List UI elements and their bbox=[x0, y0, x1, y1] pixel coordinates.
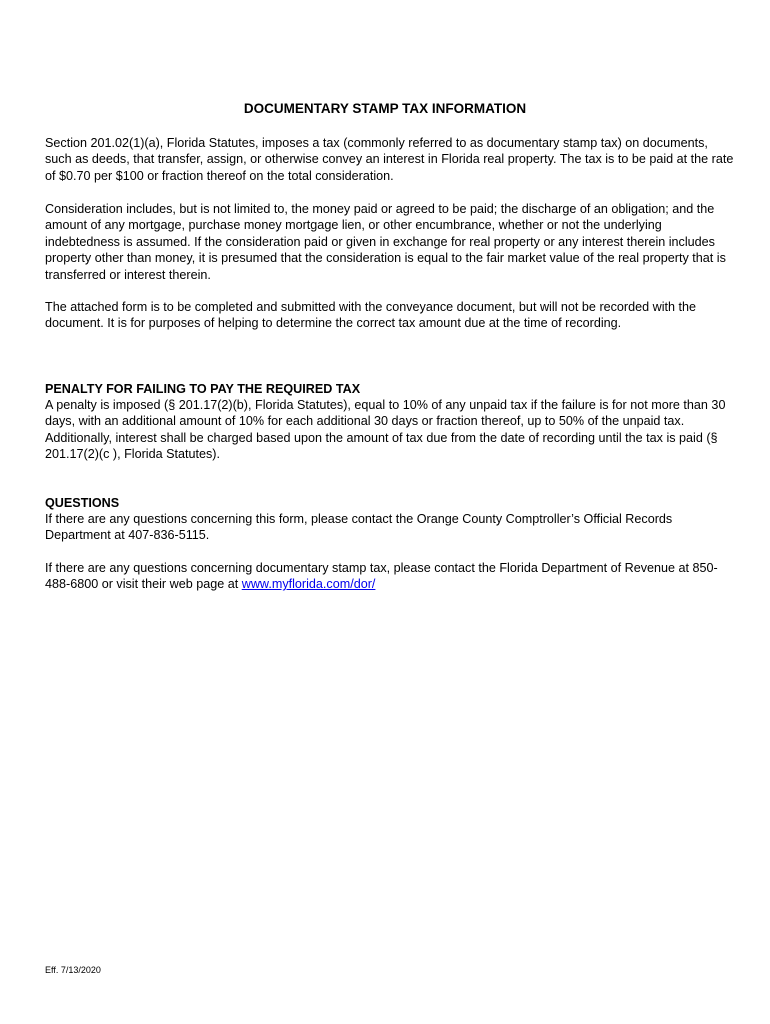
questions-revenue-paragraph bbox=[45, 560, 735, 593]
effective-date-footer: Eff. 7/13/2020 bbox=[45, 965, 101, 975]
paragraph-attached-form: The attached form is to be completed and submitted with the conveyance document, but will not be recorded with the document. It is for purposes of helping to determine the correct tax amount due at the time of recording. bbox=[45, 300, 697, 331]
penalty-text: A penalty is imposed (§ 201.17(2)(b), Florida Statutes), equal to 10% of any unpaid tax if the failure is for not more than 30 days, with an additional amount of 10% for each additional 30 days or fraction thereof, up to 50% of the unpaid tax. Additionally, interest shall be charged based upon the amount of tax due from the date of recording until the tax is paid (§ 201.17(2)(c ), Florida Statutes). bbox=[45, 398, 726, 462]
questions-comptroller-text: If there are any questions concerning this form, please contact the Orange County Comptroller’s Official Records Department at 407-836-5115. bbox=[45, 512, 673, 543]
penalty-heading: PENALTY FOR FAILING TO PAY THE REQUIRED TAX bbox=[45, 382, 361, 396]
questions-revenue-text: If there are any questions concerning documentary stamp tax, please contact the Florida Department of Revenue at 850-488-6800 or visit their web page at bbox=[45, 561, 718, 592]
paragraph-tax-overview: Section 201.02(1)(a), Florida Statutes, imposes a tax (commonly referred to as documentary stamp tax) on documents, such as deeds, that transfer, assign, or otherwise convey an interest in Florida real property. The tax is to be paid at the rate of $0.70 per $100 or fraction thereof on the total consideration. bbox=[45, 136, 734, 183]
paragraph-consideration: Consideration includes, but is not limited to, the money paid or agreed to be paid; the discharge of an obligation; and the amount of any mortgage, purchase money mortgage lien, or other encumbrance, whether or not the underlying indebtedness is assumed. If the consideration paid or given in exchange for real property or any interest therein includes property other than money, it is presumed that the consideration is equal to the fair market value of the real property that is transferred or interest therein. bbox=[45, 202, 726, 282]
dor-website-link[interactable]: www.myflorida.com/dor/ bbox=[241, 577, 376, 592]
document-title: DOCUMENTARY STAMP TAX INFORMATION bbox=[243, 101, 527, 116]
questions-heading: QUESTIONS bbox=[45, 496, 120, 510]
